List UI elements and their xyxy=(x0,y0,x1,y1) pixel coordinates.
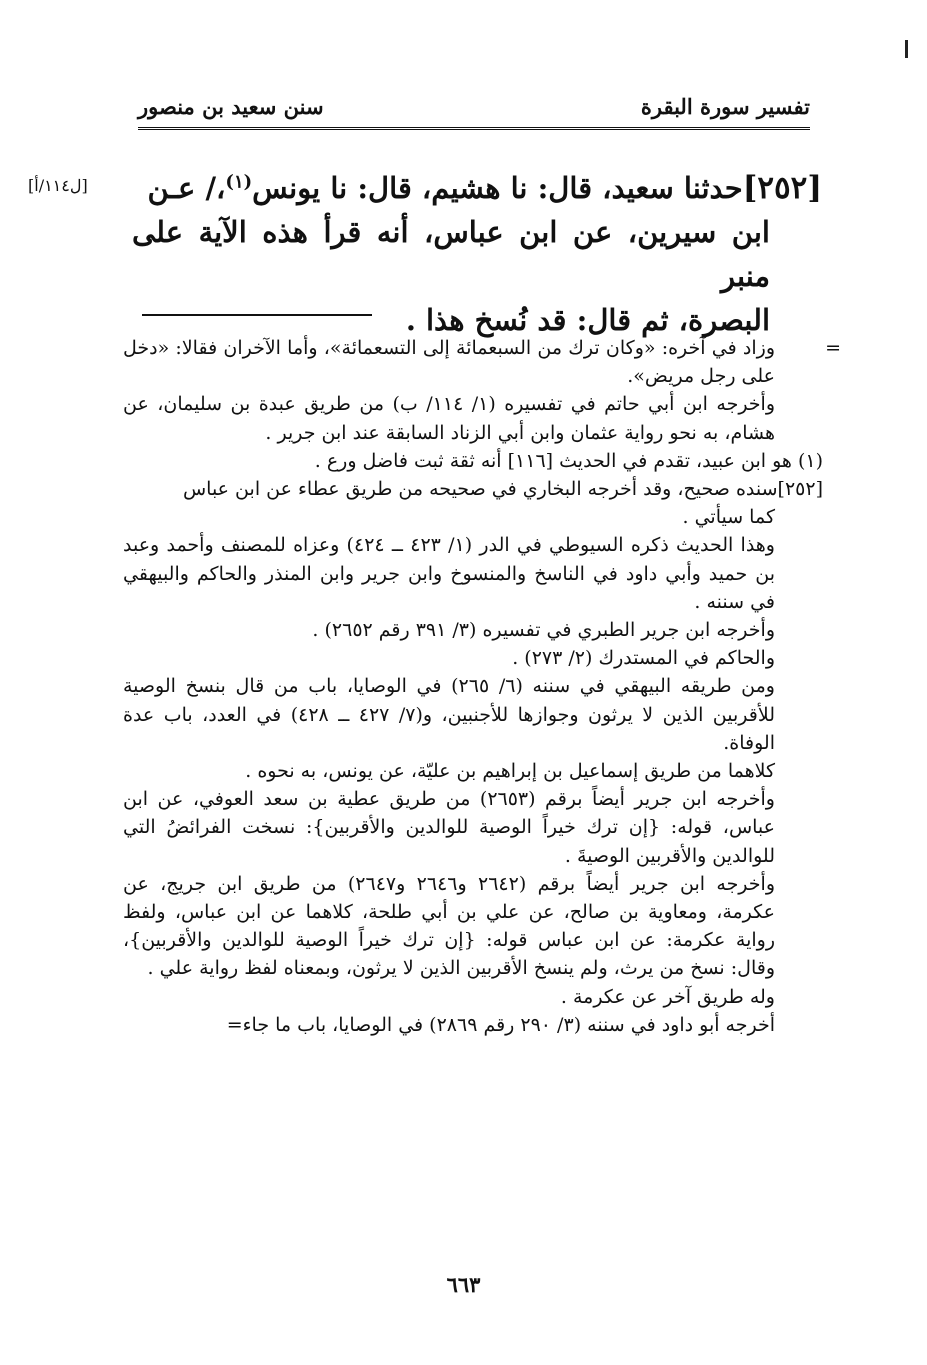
note-252-head: [٢٥٢]سنده صحيح، وقد أخرجه البخاري في صحيحه من طريق عطاء عن ابن عباس xyxy=(182,478,823,501)
note-paragraph: وله طريق آخر عن عكرمة . xyxy=(560,985,775,1008)
header-book-title: سنن سعيد بن منصور xyxy=(138,94,324,119)
note-continued: = وزاد في آخره: «وكان ترك من السبعمائة إلى التسعمائة»، وأما الآخران فقالا: «دخل على رجل مريض». xyxy=(123,334,823,390)
continuation-mark: = xyxy=(825,337,841,359)
note-paragraph: وأخرجه ابن أبي حاتم في تفسيره (١/ ١١٤/ ب) من طريق عبدة بن سليمان، عن هشام، به نحو رواية عثمان وابن أبي الزناد السابقة عند ابن جرير . xyxy=(123,393,775,444)
hadith-number: [٢٥٢] xyxy=(742,170,822,206)
footnote-1: (١) هو ابن عبيد، تقدم في الحديث [١١٦] أنه ثقة ثبت فاضل ورع . xyxy=(314,449,823,472)
hadith-line-3: البصرة، ثم قال: قد نُسخ هذا . xyxy=(405,303,770,337)
note-paragraph: وهذا الحديث ذكره السيوطي في الدر (١/ ٤٢٣ ــ ٤٢٤) وعزاه للمصنف وأحمد وعبد بن حميد وأبي داود في الناسخ والمنسوخ وابن جرير وابن المنذر والحاكم والبيهقي في سننه . xyxy=(123,534,775,613)
note-paragraph: وأخرجه ابن جرير أيضاً برقم (٢٦٥٣) من طريق عطية بن سعد العوفي، عن ابن عباس، قوله: {إن ترك خيراً الوصية للوالدين والأقربين}: نسخت الفرائضُ التي للوالدين والأقربين الوصيةَ . xyxy=(123,788,775,867)
hadith-line-2: ابن سيرين، عن ابن عباس، أنه قرأ هذه الآية على منبر xyxy=(132,215,770,293)
note-paragraph: أخرجه أبو داود في سننه (٣/ ٢٩٠ رقم ٢٨٦٩) في الوصايا، باب ما جاء= xyxy=(226,1013,775,1036)
manuscript-folio-ref: [ل١١٤/أ] xyxy=(28,176,88,195)
scan-edge-mark xyxy=(905,40,908,58)
note-252-cont: كما سيأتي . xyxy=(682,506,775,529)
note-paragraph: وأخرجه ابن جرير الطبري في تفسيره (٣/ ٣٩١ رقم ٢٦٥٢) . xyxy=(312,619,775,642)
footnote-mark: (١) xyxy=(225,171,253,193)
page-number: ٦٦٣ xyxy=(446,1272,481,1297)
note-paragraph: والحاكم في المستدرك (٢/ ٢٧٣) . xyxy=(512,647,775,670)
header-surah-title: تفسير سورة البقرة xyxy=(640,94,810,119)
hadith-line-1: [٢٥٢]حدثنا سعيد، قال: نا هشيم، قال: نا يونس$^{(١)}$،/ عـن xyxy=(147,170,822,206)
footnote-separator xyxy=(142,314,372,316)
header-rule xyxy=(138,127,810,130)
running-header xyxy=(138,90,810,130)
note-paragraph: ومن طريقه البيهقي في سننه (٦/ ٢٦٥) في الوصايا، باب من قال بنسخ الوصية للأقربين الذين لا يرثون وجوازها للأجنبين، و(٧/ ٤٢٧ ــ ٤٢٨) في العدد، باب عدة الوفاة. xyxy=(123,675,775,754)
note-paragraph: كلاهما من طريق إسماعيل بن إبراهيم بن عليّة، عن يونس، به نحوه . xyxy=(245,760,775,783)
footnotes xyxy=(123,334,841,1039)
note-paragraph: وأخرجه ابن جرير أيضاً برقم (٢٦٤٢ و٢٦٤٦ و٢٦٤٧) من طريق ابن جريج، عن عكرمة، ومعاوية بن صالح، عن علي بن أبي طلحة، كلاهما عن ابن عباس، ولفظ رواية عكرمة: عن ابن عباس قوله: {إن ترك خيراً الوصية للوالدين والأقربين}، وقال: نسخ من يرث، ولم ينسخ الأقربين الذين لا يرثون، وبمعناه لفظ رواية علي . xyxy=(123,872,775,980)
